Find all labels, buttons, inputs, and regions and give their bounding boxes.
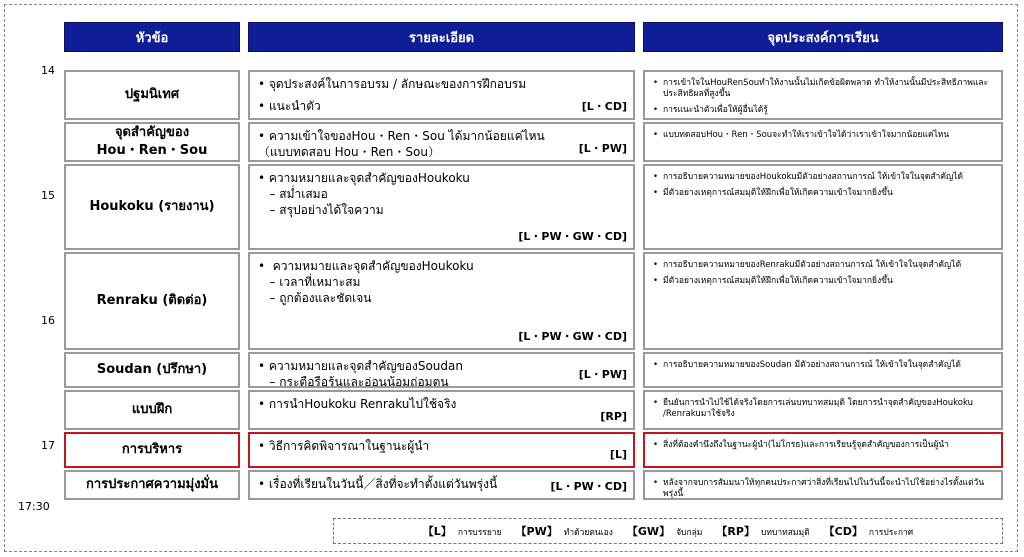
legend-item: 【CD】 การประกาศ [823,525,914,538]
detail-cell [248,164,635,250]
goal-cell [643,164,1003,250]
legend [333,518,1003,544]
goal-cell [643,122,1003,162]
topic-cell [64,70,240,120]
goal-cell [643,470,1003,500]
goal-item: • แบบทดสอบHou・Ren・Souจะทำให้เราเข้าใจได้ว่าเราเข้าใจมากน้อยแค่ไหน [653,130,995,141]
goal-cell [643,352,1003,388]
legend-item: 【PW】 ทำด้วยตนเอง [515,525,613,538]
detail-line: • ความหมายและจุดสำคัญของHoukoku [258,259,474,273]
detail-line: • การนำHoukoku Renrakuไปใช้จริง [258,397,457,411]
detail-line: – เวลาที่เหมาะสม [258,275,361,289]
detail-line: • แนะนำตัว [258,99,321,113]
method-tag: [L・PW] [578,142,627,155]
topic-cell [64,352,240,388]
goal-cell [643,70,1003,120]
time-label: 14 [41,64,55,77]
method-tag: [L・PW・CD] [550,480,627,493]
header-topic: หัวข้อ [64,22,240,52]
topic-text: Renraku (ติดต่อ) [96,293,208,308]
topic-text: การประกาศความมุ่งมั่น [85,477,219,492]
goal-item: • ยืนยันการนำไปใช้ได้จริงโดยการเล่นบทบาทสมมุติ โดยการนำจุดสำคัญของHoukoku /Renrakuมาใช้จริง [653,398,995,420]
detail-line: • ความเข้าใจของHou・Ren・Sou ได้มากน้อยแค่ไหน [258,129,545,143]
detail-line: – กระตือรือร้นและอ่อนน้อมถ่อมตน [258,375,449,389]
goal-item: • มีตัวอย่างเหตุการณ์สมมุติให้ฝึกเพื่อให้เกิดความเข้าใจมากยิ่งขึ้น [653,188,995,199]
detail-line: • วิธีการคิดพิจารณาในฐานะผู้นำ [258,439,430,453]
legend-item: 【RP】 บทบาทสมมุติ [716,525,810,538]
legend-item: 【GW】 จับกลุ่ม [626,525,703,538]
detail-line: （แบบทดสอบ Hou・Ren・Sou） [258,145,440,159]
method-tag: [L・CD] [581,100,627,113]
header-detail: รายละเอียด [248,22,635,52]
goal-item: • การอธิบายความหมายของRenrakuมีตัวอย่างสถานการณ์ ให้เข้าใจในจุดสำคัญได้ [653,260,995,271]
time-label: 15 [41,189,55,202]
goal-cell [643,252,1003,350]
topic-text: Soudan (ปรึกษา) [96,362,208,377]
detail-line: – ถูกต้องและชัดเจน [258,291,372,305]
detail-line: • จุดประสงค์ในการอบรม / ลักษณะของการฝึกอบรม [258,77,527,91]
topic-text: Hou・Ren・Sou [96,143,208,158]
goal-item: • การเข้าใจในHouRenSouทำให้งานนั้นไม่เกิดข้อผิดพลาด ทำให้งานนั้นมีประสิทธิภาพและประสิทธิผลที่สูงขึ้น [653,78,995,100]
method-tag: [L・PW] [578,368,627,381]
time-label: 17:30 [18,500,50,513]
time-label: 16 [41,314,55,327]
goal-cell [643,432,1003,468]
topic-text: จุดสำคัญของ [114,125,190,140]
topic-text: แบบฝึก [131,402,173,417]
detail-line: – สรุปอย่างได้ใจความ [258,203,384,217]
topic-text: ปฐมนิเทศ [124,87,180,102]
topic-cell [64,122,240,162]
goal-item: • การแนะนำตัวเพื่อให้ผู้อื่นได้รู้ [653,105,995,116]
detail-line: • เรื่องที่เรียนในวันนี้／สิ่งที่จะทำตั้งแต่วันพรุ่งนี้ [258,477,498,491]
goal-item: • มีตัวอย่างเหตุการณ์สมมุติให้ฝึกเพื่อให้เกิดความเข้าใจมากยิ่งขึ้น [653,276,995,287]
topic-cell [64,390,240,430]
topic-text: การบริหาร [121,442,183,457]
topic-text: Houkoku (รายงาน) [89,199,215,214]
method-tag: [RP] [600,410,627,423]
goal-cell [643,390,1003,430]
goal-item: • สิ่งที่ต้องคำนึงถึงในฐานะผู้นำ(ไม่โกรธ)และการเรียนรู้จุดสำคัญของการเป็นผู้นำ [653,440,995,451]
header-goal: จุดประสงค์การเรียน [643,22,1003,52]
topic-cell [64,432,240,468]
detail-line: • ความหมายและจุดสำคัญของSoudan [258,359,463,373]
goal-item: • การอธิบายความหมายของSoudan มีตัวอย่างสถานการณ์ ให้เข้าใจในจุดสำคัญได้ [653,360,995,371]
detail-cell [248,352,635,388]
detail-cell [248,470,635,500]
goal-item: • การอธิบายความหมายของHoukokuมีตัวอย่างสถานการณ์ ให้เข้าใจในจุดสำคัญได้ [653,172,995,183]
method-tag: [L・PW・GW・CD] [518,330,627,343]
method-tag: [L] [609,448,627,461]
method-tag: [L・PW・GW・CD] [518,230,627,243]
detail-cell [248,122,635,162]
detail-line: – สม่ำเสมอ [258,187,328,201]
topic-cell [64,252,240,350]
detail-cell [248,432,635,468]
topic-cell [64,470,240,500]
legend-item: 【L】 การบรรยาย [422,525,502,538]
detail-cell [248,252,635,350]
time-label: 17 [41,439,55,452]
detail-line: • ความหมายและจุดสำคัญของHoukoku [258,171,470,185]
detail-cell [248,390,635,430]
goal-item: • หลังจากจบการสัมมนาให้ทุกคนประกาศว่าสิ่งที่เรียนไปในวันนี้จะนำไปใช้อย่างไรตั้งแต่วันพรุ่งนี้ [653,478,995,500]
detail-cell [248,70,635,120]
topic-cell [64,164,240,250]
